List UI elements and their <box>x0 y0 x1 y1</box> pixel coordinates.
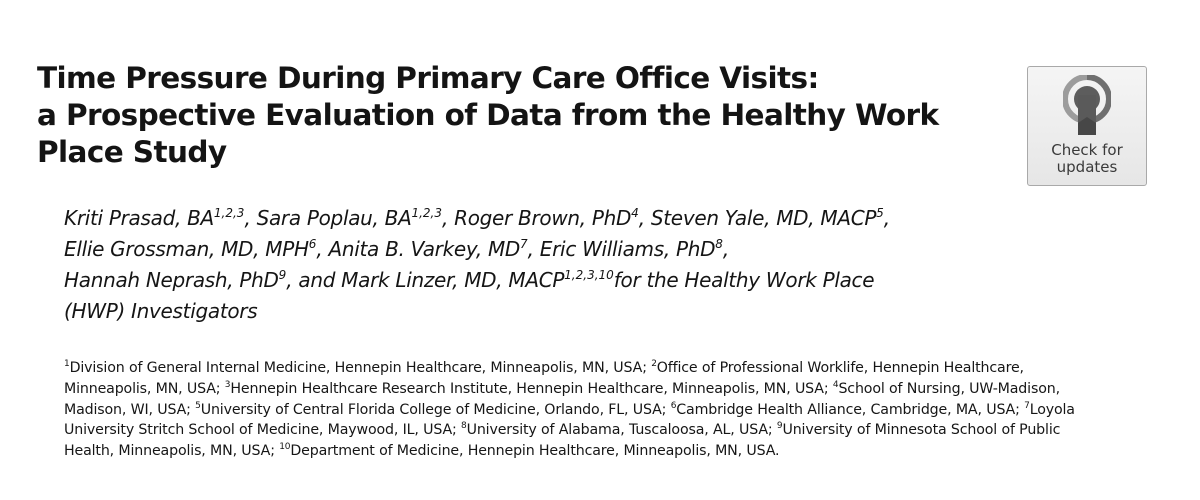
affiliation-line <box>64 441 1174 462</box>
title-line: Time Pressure During Primary Care Office Visits: <box>37 61 819 95</box>
check-for-updates-label <box>1028 142 1146 176</box>
affiliation-marker: 10 <box>279 442 291 453</box>
author-name: Ellie Grossman, MD, MPH <box>64 237 309 261</box>
affiliation-text: Madison, WI, USA; <box>64 401 196 418</box>
affiliation-text: University of Minnesota School of Public <box>782 422 1061 439</box>
author-affiliation-marker: 8 <box>715 237 723 251</box>
affiliation-line <box>64 358 1174 379</box>
author-affiliation-marker: 6 <box>308 237 317 251</box>
affiliation-marker: 5 <box>195 400 201 411</box>
author-affiliation-marker: 7 <box>520 237 528 251</box>
affiliation-text: University of Central Florida College of Medicine, Orlando, FL, USA; <box>200 401 671 418</box>
author-affiliation-marker: 1,2,3 <box>411 206 442 220</box>
author-name: Sara Poplau, BA <box>256 206 412 230</box>
author-group-name: for the Healthy Work Place <box>613 268 875 292</box>
badge-line: updates <box>1056 158 1118 176</box>
affiliation-text: Health, Minneapolis, MN, USA; <box>64 443 280 460</box>
affiliation-line <box>64 400 1174 421</box>
check-for-updates-button[interactable] <box>1027 66 1147 186</box>
author-list <box>64 203 1064 327</box>
author-line: Hannah Neprash, PhD$^9$, and Mark Linzer, MD, MACP$^{1,2,3,10}$for the Healthy Work Place <box>64 268 875 292</box>
author-name: Hannah Neprash, PhD <box>64 268 279 292</box>
author-affiliation-marker: 1,2,3,10 <box>564 268 614 282</box>
author-name: and Mark Linzer, MD, MACP <box>298 268 565 292</box>
author-line <box>64 296 1064 327</box>
affiliation-text: University of Alabama, Tuscaloosa, AL, USA; <box>466 422 777 439</box>
affiliation-text: Hennepin Healthcare Research Institute, Hennepin Healthcare, Minneapolis, MN, USA; <box>230 380 833 397</box>
author-name: Eric Williams, PhD <box>539 237 716 261</box>
affiliation-text: Minneapolis, MN, USA; <box>64 380 225 397</box>
author-name: Kriti Prasad, BA <box>64 206 214 230</box>
author-line: Kriti Prasad, BA$^{1,2,3}$, Sara Poplau, BA$^{1,2,3}$, Roger Brown, PhD$^4$, Steven Yale, MD, MACP$^5$, <box>64 206 890 230</box>
affiliation-line <box>64 420 1174 441</box>
affiliation-text: School of Nursing, UW-Madison, <box>838 380 1060 397</box>
affiliation-text: Department of Medicine, Hennepin Healthcare, Minneapolis, MN, USA. <box>290 443 780 460</box>
affiliation-text: Office of Professional Worklife, Hennepin Healthcare, <box>656 360 1024 376</box>
affiliation-text: Loyola <box>1029 401 1075 418</box>
author-line: Ellie Grossman, MD, MPH$^6$, Anita B. Varkey, $MD^7$, Eric Williams, PhD$^8$, <box>64 237 729 261</box>
affiliation-marker: 9 <box>776 421 783 432</box>
affiliation-marker: 8 <box>461 421 467 432</box>
affiliation-marker: 2 <box>651 359 657 369</box>
affiliation-line <box>64 379 1174 400</box>
author-name: Anita B. Varkey, MD <box>328 237 521 261</box>
author-name: Roger Brown, PhD <box>454 206 632 230</box>
author-group-name: (HWP) Investigators <box>64 299 258 323</box>
affiliation-text: University Stritch School of Medicine, Maywood, IL, USA; <box>64 422 462 439</box>
affiliation-list <box>64 358 1174 462</box>
title-line: a Prospective Evaluation of Data from the Healthy Work <box>37 98 939 132</box>
author-affiliation-marker: 5 <box>876 206 884 220</box>
affiliation-text: Cambridge Health Alliance, Cambridge, MA, USA; <box>676 401 1025 418</box>
badge-line: Check for <box>1051 141 1123 159</box>
author-affiliation-marker: 1,2,3 <box>213 206 245 220</box>
title-line: Place Study <box>37 135 227 169</box>
affiliation-marker: 1 <box>64 359 70 369</box>
article-title <box>37 60 997 171</box>
affiliation-marker: 3 <box>224 379 231 390</box>
author-affiliation-marker: 9 <box>278 268 287 282</box>
author-name: Steven Yale, MD, MACP <box>650 206 877 230</box>
affiliation-marker: 7 <box>1024 400 1030 411</box>
crossmark-icon <box>1063 75 1111 135</box>
affiliation-marker: 4 <box>832 379 839 390</box>
affiliation-marker: 6 <box>670 400 677 411</box>
affiliation-text: Division of General Internal Medicine, Hennepin Healthcare, Minneapolis, MN, USA; <box>69 360 652 376</box>
author-affiliation-marker: 4 <box>631 206 639 220</box>
